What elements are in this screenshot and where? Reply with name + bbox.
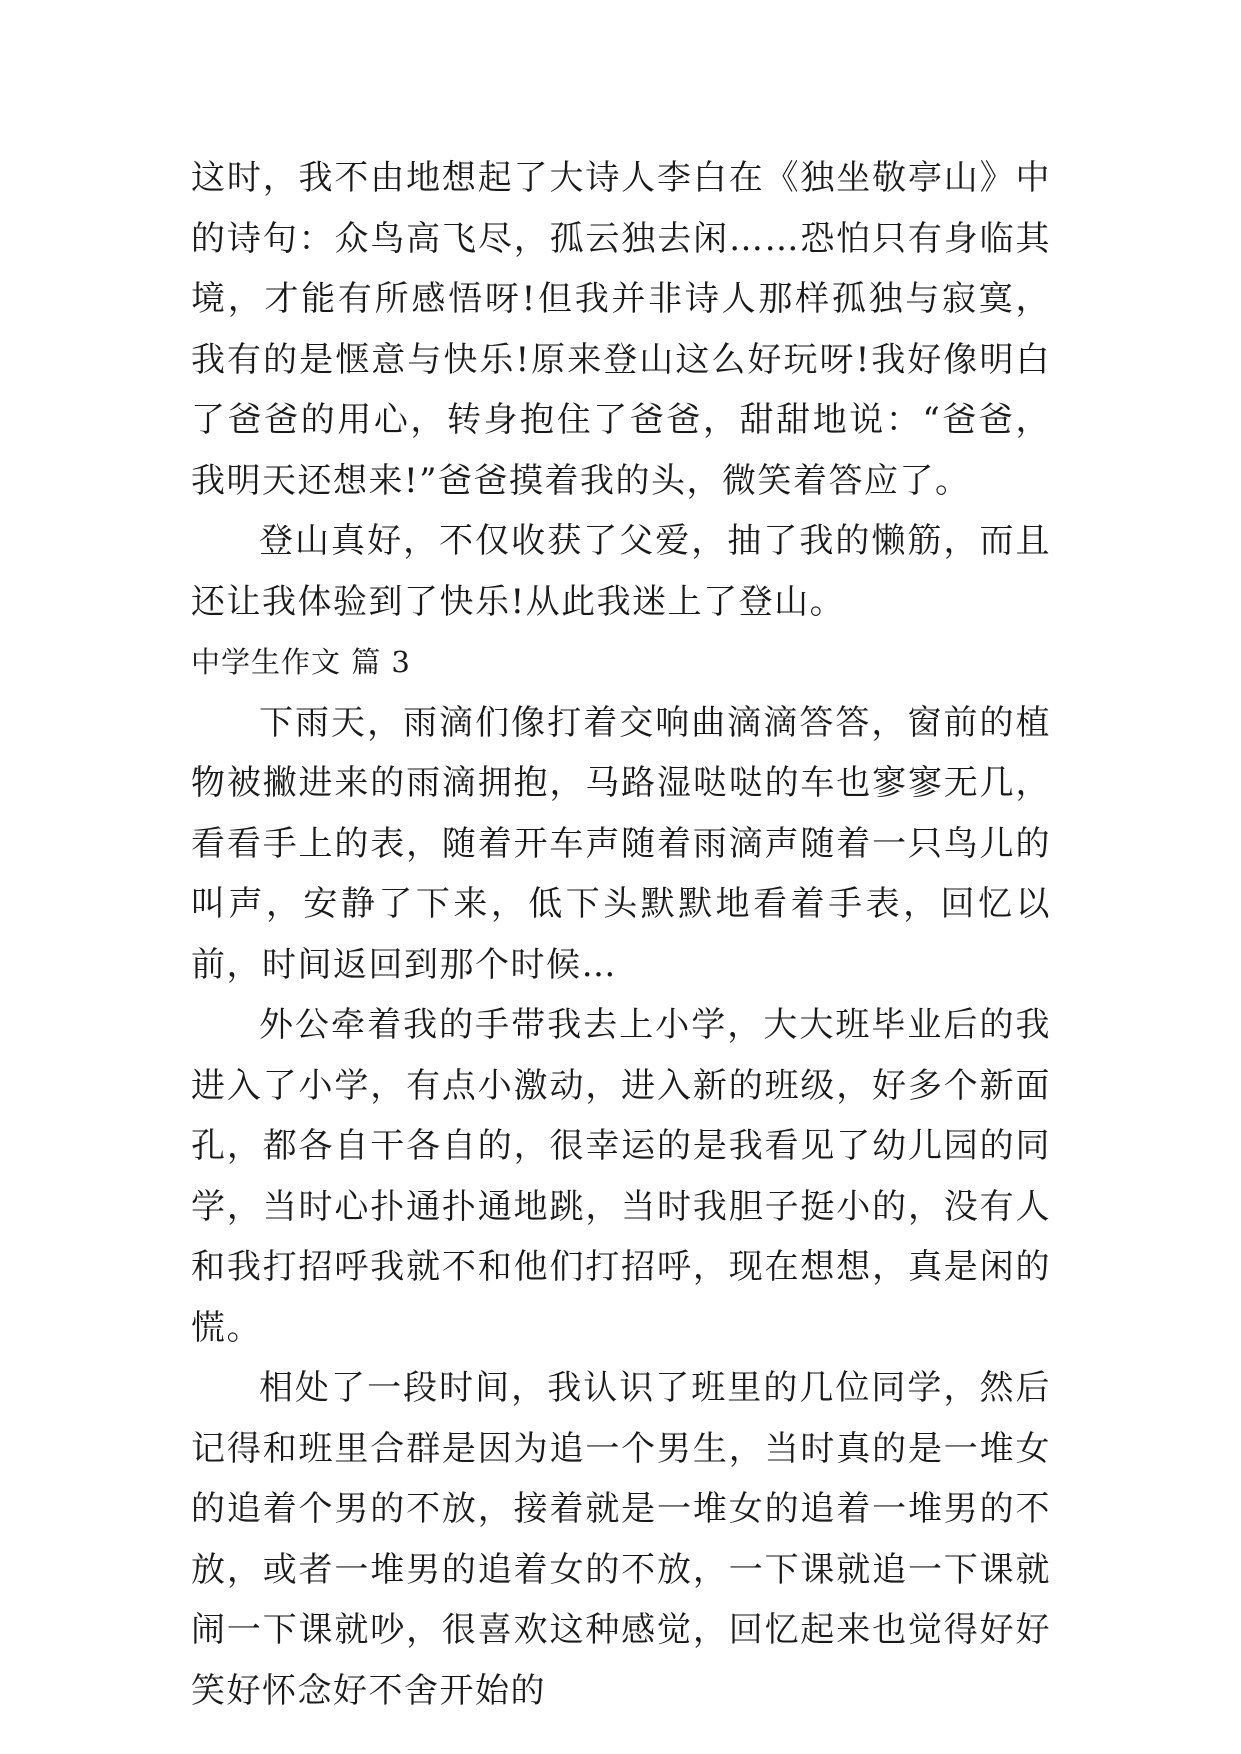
paragraph-rainy-day: 下雨天，雨滴们像打着交响曲滴滴答答，窗前的植物被撇进来的雨滴拥抱，马路湿哒哒的车也寥寥无几，看看手上的表，随着开车声随着雨滴声随着一只鸟儿的叫声，安静了下来，低下头默默地看着手表，回忆以前，时间返回到那个时候…: [191, 702, 1051, 985]
paragraph-first-school-day: 外公牵着我的手带我去上小学，大大班毕业后的我进入了小学，有点小激动，进入新的班级，好多个新面孔，都各自干各自的，很幸运的是我看见了幼儿园的同学，当时心扑通扑通地跳，当时我胆子挺小的，没有人和我打招呼我就不和他们打招呼，现在想想，真是闲的慌。: [191, 1005, 1051, 1348]
paragraph-classmates: 相处了一段时间，我认识了班里的几位同学，然后记得和班里合群是因为追一个男生，当时真的是一堆女的追着个男的不放，接着就是一堆女的追着一堆男的不放，或者一堆男的追着女的不放，一下课就追一下课就闹一下课就吵，很喜欢这种感觉，回忆起来也觉得好好笑好怀念好不舍开始的: [191, 1368, 1051, 1711]
section-heading: 中学生作文 篇 3: [191, 645, 411, 679]
paragraph-climbing-conclusion: 登山真好，不仅收获了父爱，抽了我的懒筋，而且还让我体验到了快乐!从此我迷上了登山。: [191, 521, 1051, 622]
document-body: [191, 148, 1051, 1721]
paragraph-poem-reflection: 这时，我不由地想起了大诗人李白在《独坐敬亭山》中的诗句：众鸟高飞尽，孤云独去闲……恐怕只有身临其境，才能有所感悟呀!但我并非诗人那样孤独与寂寞，我有的是惬意与快乐!原来登山这么好玩呀!我好像明白了爸爸的用心，转身抱住了爸爸，甜甜地说：“爸爸，我明天还想来!”爸爸摸着我的头，微笑着答应了。: [191, 158, 1051, 501]
